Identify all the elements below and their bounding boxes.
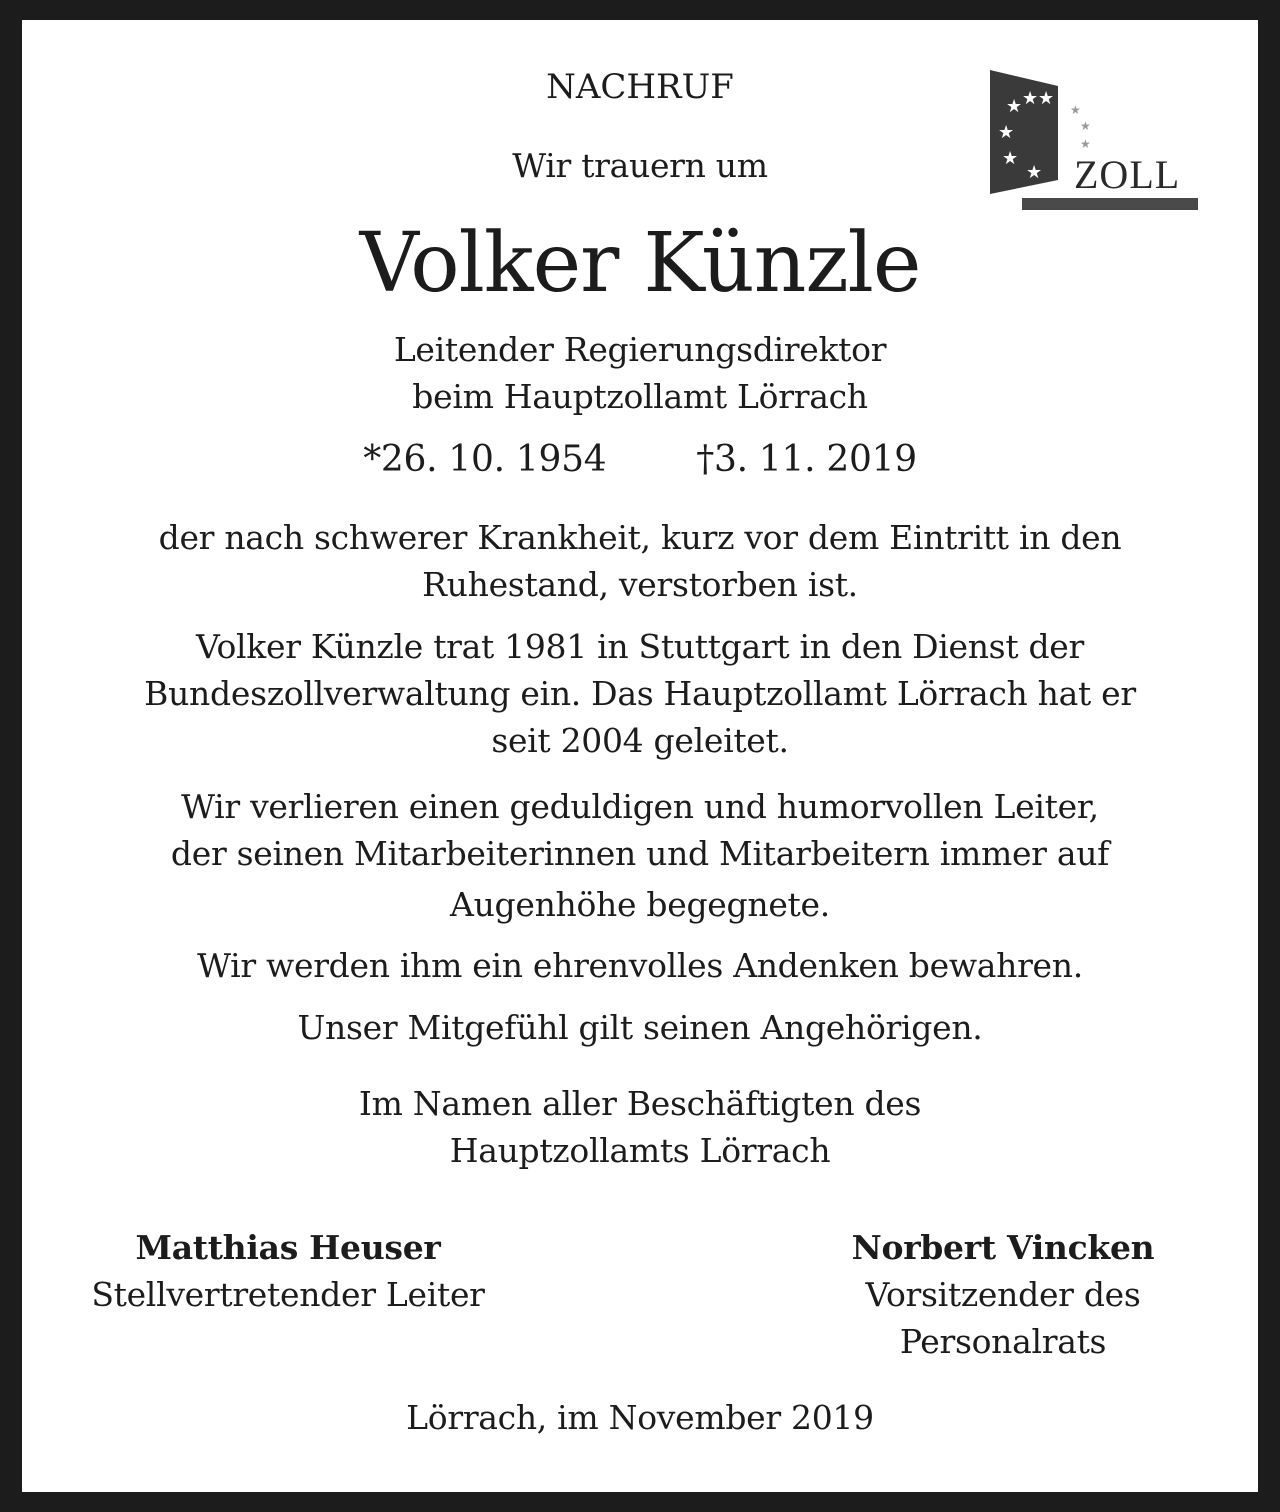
- logo-wordmark: ZOLL: [1074, 152, 1181, 197]
- paragraph-1-line-1: der nach schwerer Krankheit, kurz vor dem Eintritt in den: [158, 518, 1122, 557]
- svg-text:★: ★: [1038, 88, 1055, 109]
- obituary-notice: [22, 20, 1258, 1492]
- svg-text:★: ★: [1026, 162, 1043, 183]
- death-date: †3. 11. 2019: [696, 439, 917, 480]
- place-date: Lörrach, im November 2019: [406, 1398, 874, 1437]
- paragraph-4: Wir werden ihm ein ehrenvolles Andenken bewahren.: [197, 946, 1083, 985]
- notice-heading: NACHRUF: [546, 67, 734, 107]
- svg-text:★: ★: [1002, 148, 1019, 169]
- signer-role-line-1: Vorsitzender des: [865, 1275, 1141, 1314]
- signer-name: Matthias Heuser: [135, 1228, 441, 1267]
- position-line-2: beim Hauptzollamt Lörrach: [412, 377, 868, 416]
- signer-name: Norbert Vincken: [851, 1228, 1155, 1267]
- paragraph-3-line-3: Augenhöhe begegnete.: [450, 885, 830, 924]
- svg-text:★: ★: [1006, 96, 1023, 117]
- svg-text:★: ★: [998, 122, 1015, 143]
- position-line-1: Leitender Regierungsdirektor: [393, 330, 887, 369]
- signer-role: Stellvertretender Leiter: [91, 1275, 485, 1314]
- birth-date: *26. 10. 1954: [363, 439, 607, 480]
- svg-text:★: ★: [1080, 119, 1091, 133]
- paragraph-2-line-3: seit 2004 geleitet.: [491, 721, 789, 760]
- signer-left: [52, 1224, 524, 1318]
- faded-star-icons: [1070, 103, 1091, 151]
- life-dates: [22, 436, 1258, 483]
- svg-text:★: ★: [1080, 137, 1091, 151]
- closing-line-2: Hauptzollamts Lörrach: [449, 1131, 831, 1170]
- closing-line-1: Im Namen aller Beschäftigten des: [358, 1084, 922, 1123]
- signer-right: [762, 1224, 1244, 1365]
- intro-line: Wir trauern um: [512, 146, 768, 185]
- signer-role-line-2: Personalrats: [899, 1322, 1107, 1361]
- paragraph-2-line-1: Volker Künzle trat 1981 in Stuttgart in den Dienst der: [195, 627, 1084, 666]
- zoll-logo: [984, 68, 1200, 214]
- paragraph-3-line-1: Wir verlieren einen geduldigen und humorvollen Leiter,: [181, 787, 1099, 826]
- paragraph-1-line-2: Ruhestand, verstorben ist.: [422, 565, 858, 604]
- svg-text:★: ★: [1070, 103, 1081, 117]
- paragraph-3-line-2: der seinen Mitarbeiterinnen und Mitarbeitern immer auf: [170, 834, 1110, 873]
- logo-bar: [1022, 198, 1198, 210]
- deceased-name: Volker Künzle: [359, 216, 921, 311]
- svg-text:★: ★: [1022, 88, 1039, 109]
- paragraph-5: Unser Mitgefühl gilt seinen Angehörigen.: [297, 1008, 983, 1047]
- paragraph-2-line-2: Bundeszollverwaltung ein. Das Hauptzollamt Lörrach hat er: [144, 674, 1136, 713]
